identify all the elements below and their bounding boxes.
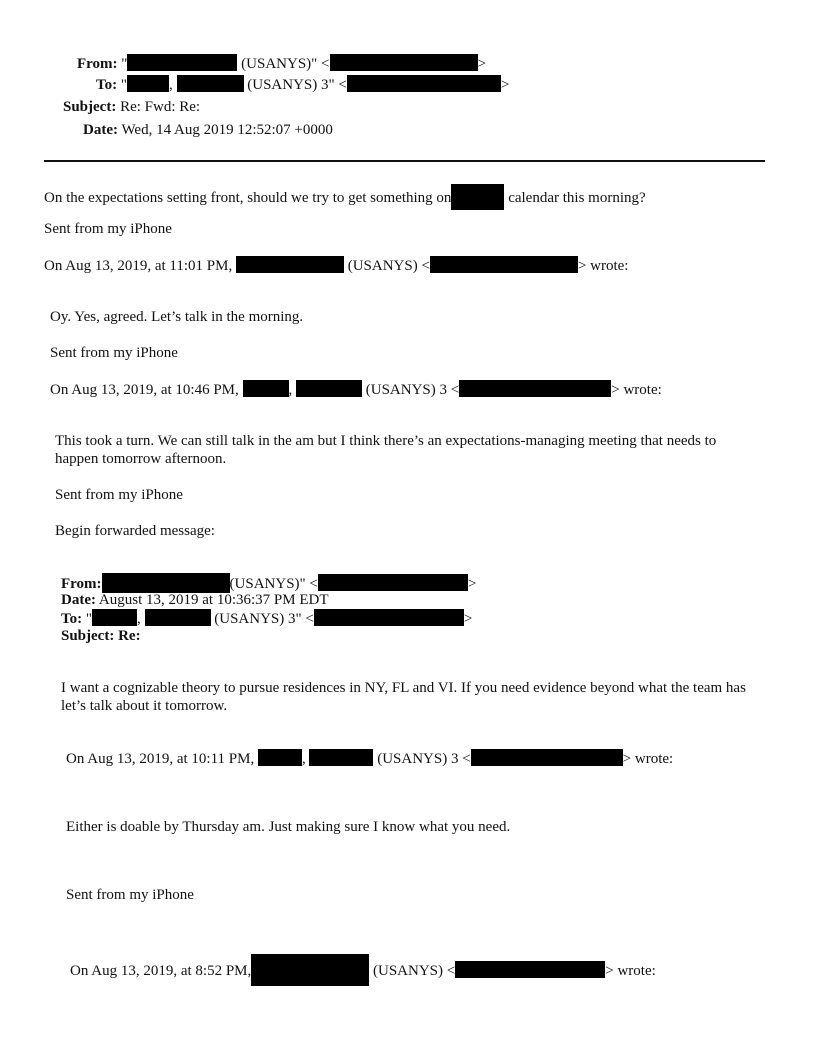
- forwarded-intro: Begin forwarded message:: [55, 523, 215, 539]
- attribution-text: > wrote:: [577, 258, 629, 274]
- from-close: >: [477, 56, 486, 72]
- attribution-text: > wrote:: [605, 963, 656, 979]
- redaction-block: [296, 380, 362, 397]
- signature-line: Sent from my iPhone: [44, 221, 172, 237]
- redaction-block: [318, 574, 468, 591]
- attribution-text: ,: [301, 751, 306, 767]
- from-close: >: [467, 576, 477, 592]
- redaction-block: [251, 954, 369, 986]
- signature-line: Sent from my iPhone: [55, 487, 183, 503]
- redaction-block: [102, 573, 230, 593]
- quoted-message: This took a turn. We can still talk in the am but I think there’s an expectations-managing meeting that needs to happen tomorrow afternoon.: [55, 433, 717, 467]
- redaction-block: [430, 256, 578, 273]
- date-label: Date:: [83, 122, 118, 138]
- date-label: Date:: [61, 592, 96, 608]
- attribution-text: On Aug 13, 2019, at 11:01 PM,: [44, 258, 233, 274]
- header-to-line: [96, 75, 509, 94]
- attribution-text: On Aug 13, 2019, at 10:46 PM,: [50, 382, 239, 398]
- signature-line: Sent from my iPhone: [50, 345, 178, 361]
- redaction-block: [314, 609, 464, 626]
- to-label: To:: [96, 77, 118, 93]
- attribution-text: (USANYS) 3 <: [365, 382, 460, 398]
- redaction-block: [330, 54, 478, 71]
- header-from-line: [77, 54, 486, 73]
- forwarded-message: I want a cognizable theory to pursue residences in NY, FL and VI. If you need evidence beyond what the team has let’s talk about it tomorrow.: [61, 680, 746, 714]
- to-comma: ,: [137, 611, 141, 627]
- date-value: August 13, 2019 at 10:36:37 PM EDT: [98, 592, 329, 608]
- redaction-block: [451, 184, 504, 210]
- attribution-text: On Aug 13, 2019, at 8:52 PM,: [70, 963, 252, 979]
- attribution-text: ,: [288, 382, 293, 398]
- to-org: (USANYS) 3" <: [214, 611, 314, 627]
- message-text: On the expectations setting front, should we try to get something on: [44, 190, 452, 206]
- redaction-block: [347, 75, 501, 92]
- to-label: To:: [61, 611, 83, 627]
- redaction-block: [455, 961, 605, 978]
- redaction-block: [127, 75, 169, 92]
- redaction-block: [471, 749, 623, 766]
- redaction-block: [309, 749, 373, 766]
- to-org: (USANYS) 3" <: [243, 77, 347, 93]
- redaction-block: [177, 75, 244, 92]
- redaction-block: [236, 256, 344, 273]
- date-value: Wed, 14 Aug 2019 12:52:07 +0000: [121, 122, 333, 138]
- header-date-line: [83, 121, 333, 139]
- to-close: >: [463, 611, 473, 627]
- quote-attribution: [50, 380, 662, 399]
- quoted-message: Either is doable by Thursday am. Just making sure I know what you need.: [66, 819, 511, 835]
- from-org: (USANYS)" <: [237, 56, 330, 72]
- redaction-block: [258, 749, 302, 766]
- forwarded-date-line: [61, 591, 329, 609]
- subject-label: Subject:: [63, 99, 117, 115]
- quote-attribution: [44, 256, 628, 275]
- from-open-quote: ": [121, 56, 128, 72]
- to-open-quote: ": [85, 611, 92, 627]
- forwarded-to-line: [61, 609, 472, 628]
- attribution-text: On Aug 13, 2019, at 10:11 PM,: [66, 751, 255, 767]
- attribution-text: (USANYS) <: [347, 258, 430, 274]
- quote-attribution: [70, 954, 656, 986]
- from-label: From:: [61, 576, 102, 592]
- attribution-text: > wrote:: [611, 382, 662, 398]
- redaction-block: [127, 54, 237, 71]
- redaction-block: [92, 609, 137, 626]
- subject-value: Re: Fwd: Re:: [120, 99, 201, 115]
- attribution-text: (USANYS) <: [373, 963, 456, 979]
- redaction-block: [145, 609, 211, 626]
- signature-line: Sent from my iPhone: [66, 887, 194, 903]
- from-label: From:: [77, 56, 118, 72]
- forwarded-subject-line: Subject: Re:: [61, 628, 141, 644]
- quoted-message: Oy. Yes, agreed. Let’s talk in the morning.: [50, 309, 304, 325]
- message-text: calendar this morning?: [508, 190, 646, 206]
- attribution-text: (USANYS) 3 <: [377, 751, 471, 767]
- to-comma: ,: [169, 77, 173, 93]
- message-line-1: [44, 184, 646, 210]
- from-org: (USANYS)" <: [229, 576, 318, 592]
- to-close: >: [500, 77, 510, 93]
- quote-attribution: [66, 749, 673, 768]
- header-divider: [44, 160, 765, 162]
- to-open-quote: ": [120, 77, 127, 93]
- attribution-text: > wrote:: [622, 751, 674, 767]
- header-subject-line: [63, 98, 200, 116]
- redaction-block: [243, 380, 289, 397]
- redaction-block: [459, 380, 611, 397]
- forwarded-from-line: [61, 573, 476, 593]
